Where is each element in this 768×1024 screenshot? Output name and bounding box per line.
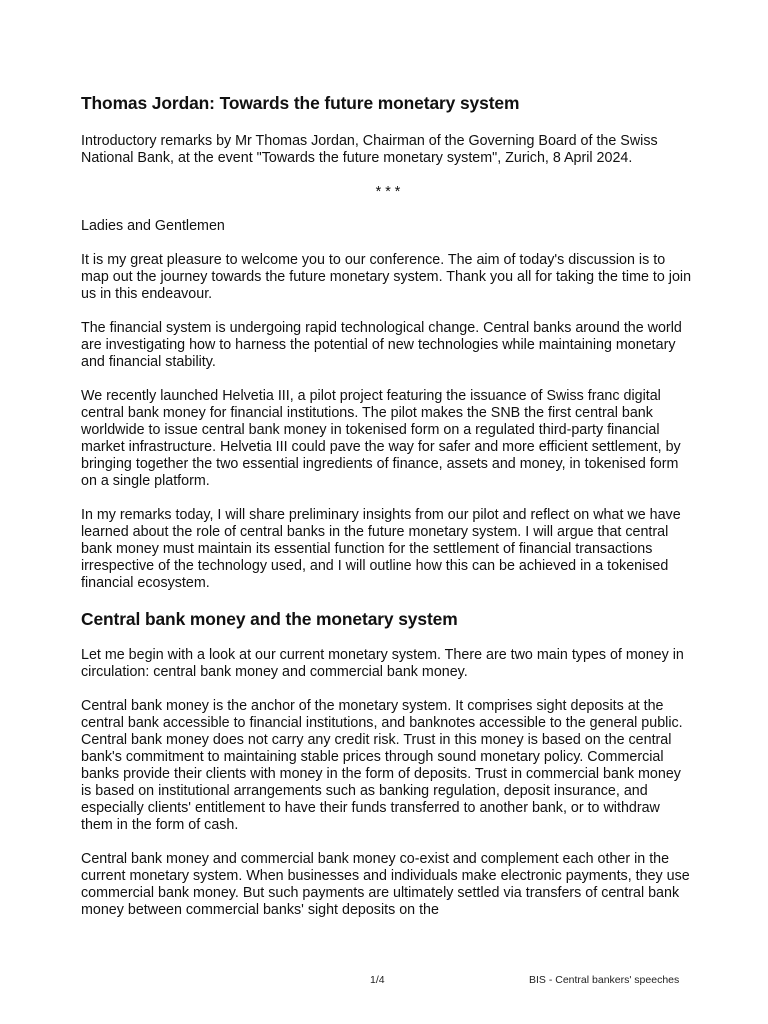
salutation: Ladies and Gentlemen bbox=[81, 218, 225, 234]
page-footer bbox=[0, 974, 768, 990]
section-separator: * * * bbox=[375, 184, 401, 200]
document-body bbox=[81, 93, 695, 936]
section-heading: Central bank money and the monetary system bbox=[81, 609, 458, 629]
body-paragraph: The financial system is undergoing rapid technological change. Central banks around the world are investigating how to harness the potential of new technologies while maintaining monetary and financial stability. bbox=[81, 320, 682, 370]
body-paragraph: In my remarks today, I will share preliminary insights from our pilot and reflect on what we have learned about the role of central banks in the future monetary system. I will argue that central bank money must maintain its essential function for the settlement of financial transactions irrespective of the technology used, and I will outline how this can be achieved in a tokenised financial ecosystem. bbox=[81, 507, 681, 591]
section-paragraph: Let me begin with a look at our current monetary system. There are two main types of money in circulation: central bank money and commercial bank money. bbox=[81, 647, 684, 680]
page-number: 1/4 bbox=[370, 974, 385, 986]
section-paragraph: Central bank money and commercial bank money co-exist and complement each other in the current monetary system. When businesses and individuals make electronic payments, they use commercial bank money. But such payments are ultimately settled via transfers of central bank money between commercial banks' sight deposits on the bbox=[81, 851, 690, 918]
intro-paragraph: Introductory remarks by Mr Thomas Jordan, Chairman of the Governing Board of the Swiss National Bank, at the event "Towards the future monetary system", Zurich, 8 April 2024. bbox=[81, 133, 658, 166]
footer-source: BIS - Central bankers' speeches bbox=[529, 974, 680, 986]
body-paragraph: We recently launched Helvetia III, a pilot project featuring the issuance of Swiss franc digital central bank money for financial institutions. The pilot makes the SNB the first central bank worldwide to issue central bank money in tokenised form on a regulated third-party financial market infrastructure. Helvetia III could pave the way for safer and more efficient settlement, by bringing together the two essential ingredients of finance, assets and money, in tokenised form on a single platform. bbox=[81, 388, 681, 489]
document-title: Thomas Jordan: Towards the future monetary system bbox=[81, 93, 520, 113]
section-paragraph: Central bank money is the anchor of the monetary system. It comprises sight deposits at the central bank accessible to financial institutions, and banknotes accessible to the general public. Central bank money does not carry any credit risk. Trust in this money is based on the central bank's commitment to maintaining stable prices through sound monetary policy. Commercial banks provide their clients with money in the form of deposits. Trust in commercial bank money is based on institutional arrangements such as banking regulation, deposit insurance, and especially clients' entitlement to have their funds transferred to another bank, or to withdraw them in the form of cash. bbox=[81, 698, 683, 833]
body-paragraph: It is my great pleasure to welcome you to our conference. The aim of today's discussion is to map out the journey towards the future monetary system. Thank you all for taking the time to join us in this endeavour. bbox=[81, 252, 692, 302]
